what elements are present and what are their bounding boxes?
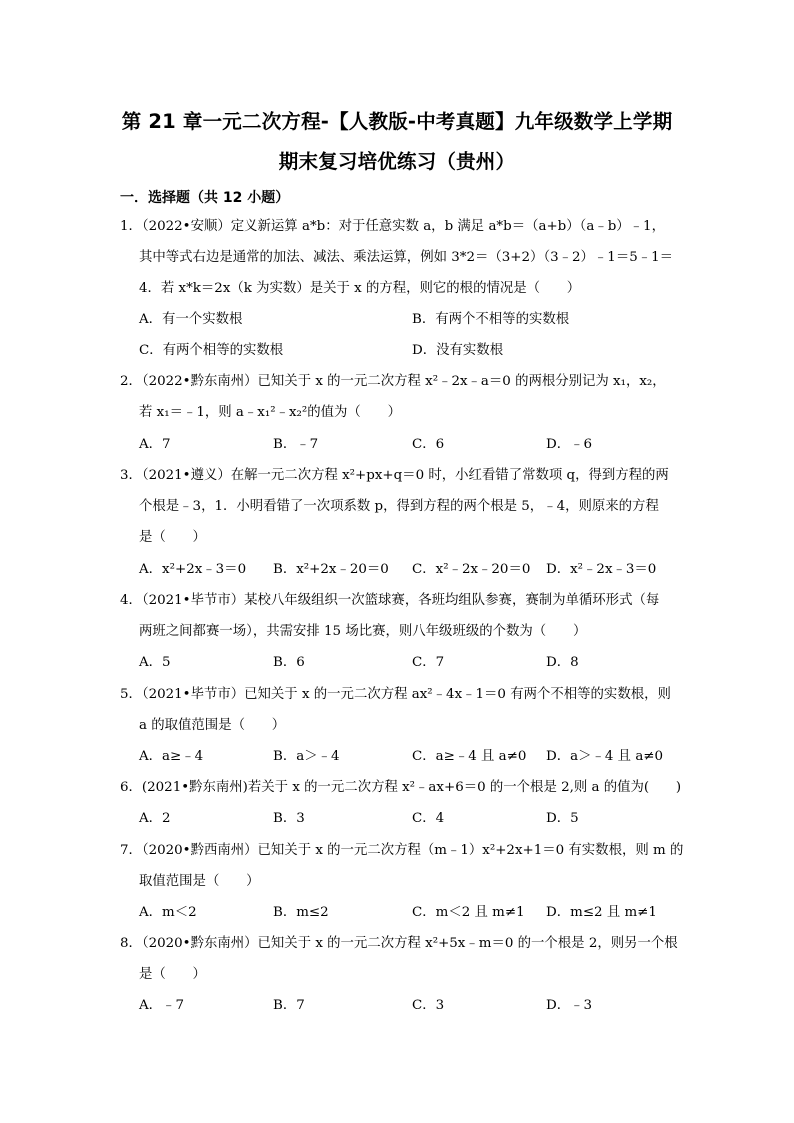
question-1-option-d: D．没有实数根 [412,343,504,358]
question-3-option-c: C．x²﹣2x﹣20＝0 [412,562,531,577]
question-4-option-d: D．8 [546,655,579,670]
question-5-option-a: A．a≥﹣4 [139,749,204,764]
question-8-option-a: A．﹣7 [139,998,184,1013]
question-3-option-a: A．x²+2x﹣3＝0 [139,562,247,577]
question-3-option-b: B．x²+2x﹣20＝0 [273,562,389,577]
question-1-line-3: 4．若 x*k＝2x（k 为实数）是关于 x 的方程，则它的根的情况是（ ） [139,281,581,296]
question-7-line-1: 7．（2020•黔西南州）已知关于 x 的一元二次方程（m﹣1）x²+2x+1＝0 有实数根，则 m 的 [120,843,684,858]
question-8-option-b: B．7 [273,998,305,1013]
question-2-line-2: 若 x₁＝﹣1，则 a﹣x₁²﹣x₂²的值为（ ） [139,405,401,420]
question-7-option-b: B．m≤2 [273,905,329,920]
question-4-option-b: B．6 [273,655,305,670]
question-4-option-a: A．5 [139,655,171,670]
question-6-option-c: C．4 [412,811,445,826]
question-1-option-c: C．有两个相等的实数根 [139,343,284,358]
question-6-option-b: B．3 [273,811,305,826]
question-3-line-3: 是（ ） [139,530,206,545]
document-title-line-2: 期末复习培优练习（贵州） [278,150,516,173]
document-title-line-1: 第 21 章一元二次方程-【人教版-中考真题】九年级数学上学期 [121,110,673,133]
question-1-line-2: 其中等式右边是通常的加法、减法、乘法运算，例如 3*2＝（3+2）（3﹣2）﹣1＝5﹣1＝ [139,250,674,265]
question-2-option-a: A．7 [139,437,171,452]
question-6-option-d: D．5 [546,811,579,826]
question-1-option-a: A．有一个实数根 [139,312,243,327]
question-4-line-1: 4．（2021•毕节市）某校八年级组织一次篮球赛，各班均组队参赛，赛制为单循环形式（每 [120,593,660,608]
question-7-option-c: C．m＜2 且 m≠1 [412,905,525,920]
question-2-option-c: C．6 [412,437,445,452]
question-2-line-1: 2．（2022•黔东南州）已知关于 x 的一元二次方程 x²﹣2x﹣a＝0 的两根分别记为 x₁，x₂， [120,374,666,389]
question-5-line-1: 5．（2021•毕节市）已知关于 x 的一元二次方程 ax²﹣4x﹣1＝0 有两个不相等的实数根，则 [120,687,671,702]
question-2-option-b: B．﹣7 [273,437,319,452]
question-5-option-b: B．a＞﹣4 [273,749,340,764]
question-8-line-1: 8．（2020•黔东南州）已知关于 x 的一元二次方程 x²+5x﹣m＝0 的一个根是 2，则另一个根 [120,936,678,951]
question-7-line-2: 取值范围是（ ） [139,874,260,889]
question-3-line-2: 个根是﹣3，1．小明看错了一次项系数 p，得到方程的两个根是 5，﹣4，则原来的方程 [139,499,659,514]
question-6-option-a: A．2 [139,811,171,826]
question-8-line-2: 是（ ） [139,967,206,982]
section-heading: 一．选择题（共 12 小题） [120,190,290,206]
question-4-option-c: C．7 [412,655,445,670]
question-7-option-d: D．m≤2 且 m≠1 [546,905,657,920]
question-7-option-a: A．m＜2 [139,905,197,920]
question-5-line-2: a 的取值范围是（ ） [139,718,286,733]
question-4-line-2: 两班之间都赛一场），共需安排 15 场比赛，则八年级班级的个数为（ ） [139,624,587,639]
question-3-line-1: 3．（2021•遵义）在解一元二次方程 x²+px+q＝0 时，小红看错了常数项 q，得到方程的两 [120,468,669,483]
question-5-option-d: D．a＞﹣4 且 a≠0 [546,749,664,764]
question-8-option-c: C．3 [412,998,445,1013]
question-5-option-c: C．a≥﹣4 且 a≠0 [412,749,527,764]
question-1-option-b: B．有两个不相等的实数根 [412,312,570,327]
question-8-option-d: D．﹣3 [546,998,593,1013]
question-1-line-1: 1．（2022•安顺）定义新运算 a*b：对于任意实数 a，b 满足 a*b＝（a+b）（a﹣b）﹣1， [120,219,665,234]
question-2-option-d: D．﹣6 [546,437,593,452]
question-3-option-d: D．x²﹣2x﹣3＝0 [546,562,657,577]
question-6-line-1: 6．(2021•黔东南州)若关于 x 的一元二次方程 x²﹣ax+6＝0 的一个根是 2,则 a 的值为( ) [120,780,682,795]
